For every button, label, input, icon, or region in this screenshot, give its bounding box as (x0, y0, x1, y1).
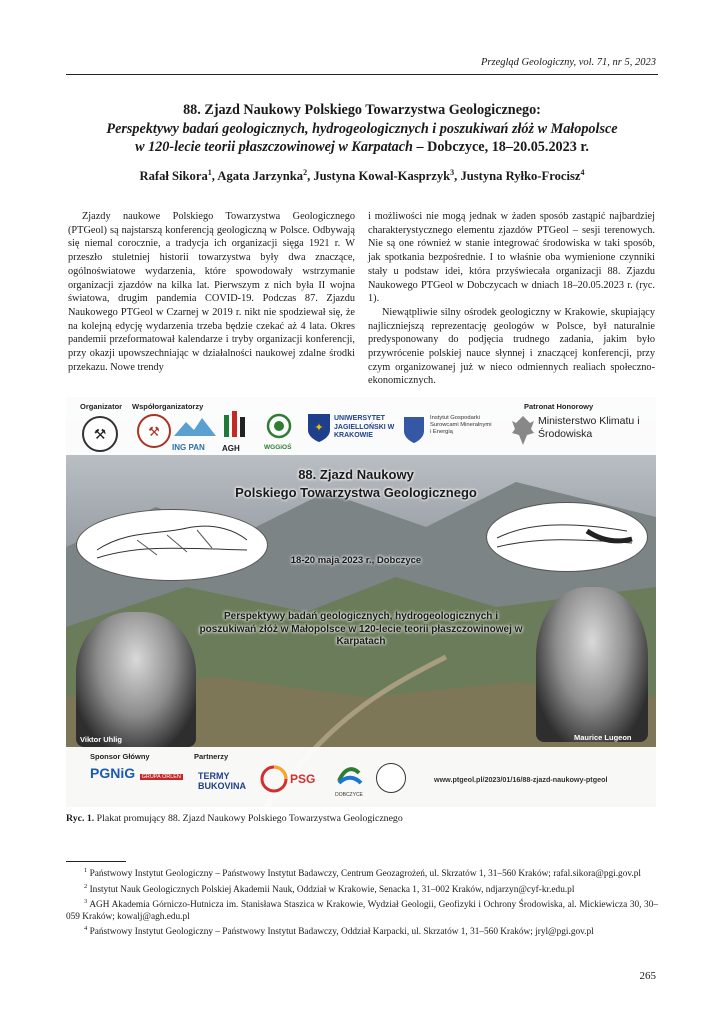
body-column-right (368, 210, 655, 388)
author-affiliation: 4 (580, 168, 585, 177)
geological-cross-section-icon (77, 510, 263, 576)
cross-section-bubble-right (486, 502, 648, 572)
body-paragraph: i możliwości nie mogą jednak w żaden sposób zastąpić najbardziej charakterystycznego elementu zjazdów PTGeol – sesji terenowych. Nie są one również w stanie integrować środowiska w taki sposób, jak spotkania bezpośrednie. I to właśnie oba wymienione czynniki stały u podstaw idei, która przyświecała organizacji 88. Zjazdu Naukowego PTGeol w Dobczycach w dniach 18–20.05.2023 r. (ryc. 1). (368, 211, 655, 305)
psg-wordmark: PSG (290, 772, 316, 786)
agh-label: AGH (222, 444, 240, 453)
header-rule (66, 74, 658, 75)
main-sponsor-label: Sponsor Główny (90, 752, 150, 761)
geological-cross-section-icon (487, 503, 643, 567)
title-line-3-plain: – Dobczyce, 18–20.05.2023 r. (412, 139, 589, 155)
footnote-text: Państwowy Instytut Geologiczny – Państwowy Instytut Badawczy, Oddział Karpacki, ul. Skrzatów 1, 31–560 Kraków; jryl@pgi.gov.pl (89, 927, 594, 938)
igsmie-label: Instytut Gospodarki Surowcami Mineralnymi i Energią (430, 415, 492, 435)
pgnig-logo (90, 765, 183, 783)
poster-date-place: 18-20 maja 2023 r., Dobczyce (290, 555, 422, 566)
pgnig-sub: GRUPA ORLEN (141, 774, 181, 780)
uj-crest-icon (306, 412, 332, 446)
footnote-text: AGH Akademia Górniczo-Hutnicza im. Stanisława Staszica w Krakowie, Wydział Geologii, Geofizyki i Ochrony Środowiska, al. Mickiewicza 30, 30–059 Kraków; kowalj@agh.edu.pl (66, 900, 659, 922)
ingpan-label: ING PAN (172, 443, 205, 452)
footnote-text: Państwowy Instytut Geologiczny – Państwowy Instytut Badawczy, Centrum Geozagrożeń, ul. Skrzatów 1, 31–560 Kraków; rafal.sikora@pgi.gov.pl (89, 869, 641, 880)
caption-text: Plakat promujący 88. Zjazd Naukowy Polskiego Towarzystwa Geologicznego (94, 813, 403, 824)
title-line-2: Perspektywy badań geologicznych, hydrogeologicznych i poszukiwań złóż w Małopolsce (106, 120, 618, 137)
wggios-label: WGGiOŚ (264, 444, 292, 451)
ministry-label: Ministerstwo Klimatu i Środowiska (538, 415, 640, 440)
footnote-number: 2 (84, 882, 88, 890)
ptgeol-logo (82, 416, 118, 452)
author-name: Justyna Ryłko-Frocisz (460, 169, 581, 184)
poster-heading-line-2: Polskiego Towarzystwa Geologicznego (235, 485, 477, 500)
footnote-3 (66, 896, 658, 923)
poster-heading-line-1: 88. Zjazd Naukowy (298, 467, 414, 482)
journal-header: Przegląd Geologiczny, vol. 71, nr 5, 2023 (481, 57, 656, 68)
wggios-logo (264, 413, 300, 453)
portrait-left-caption: Viktor Uhlig (80, 735, 122, 744)
footnote-1 (66, 865, 658, 881)
psg-logo (260, 765, 288, 798)
footnote-2 (66, 881, 658, 897)
dobczyce-logo (330, 763, 368, 798)
eagle-emblem-icon (510, 413, 536, 447)
title-line-3 (66, 138, 658, 157)
conference-poster-figure (66, 397, 656, 807)
footnote-number: 4 (84, 925, 88, 933)
uj-label: UNIWERSYTET JAGIELLOŃSKI W KRAKOWIE (334, 415, 395, 439)
author-affiliation: 1 (207, 168, 212, 177)
author-name: Agata Jarzynka (217, 169, 304, 184)
portrait-right-image (536, 587, 648, 742)
author-list: Rafał Sikora$^1$, Agata Jarzynka$^2$, Justyna Kowal-Kasprzyk$^3$, Justyna Ryłko-Frocisz$^4$ (139, 168, 585, 184)
poster-url: www.ptgeol.pl/2023/01/16/88-zjazd-naukowy-ptgeol (434, 775, 608, 784)
coorganizers-label: Współorganizatorzy (132, 402, 204, 411)
footnotes (66, 865, 658, 939)
svg-text:⚒: ⚒ (148, 424, 160, 439)
footnote-rule (66, 861, 126, 862)
termy-bukovina-logo: TERMY BUKOVINA (198, 771, 247, 791)
body-column-left: Zjazdy naukowe Polskiego Towarzystwa Geologicznego (PTGeol) są najstarszą konferencją geologiczną w Polsce. Odbywają się niemal corocznie, a tradycja ich organizacji sięga 1921 r. W przeszło stuletniej historii towarzystwa były dwa znaczące, ogólnoświatowe wydarzenia, które spowodowały wstrzymanie organizacji zjazdów na kilka lat. Pierwszym z nich była II wojna światowa, drugim pandemia COVID-19. Podczas 87. Zjazdu Naukowego PTGeol w Czarnej w 2019 r. nikt nie spodziewał się, że na kolejną edycję wydarzenia trzeba będzie czekać aż 4 lata. Okres pandemii przeformatował kalendarze i tryby organizacji konferencji, przy okazji upowszechniając w działalności naukowej zdalne środki przekazu. Nowe trendy (68, 211, 355, 373)
svg-text:⚒: ⚒ (93, 426, 107, 442)
footnote-number: 1 (84, 867, 88, 874)
igsmie-crest-icon (402, 415, 426, 445)
footnote-number: 3 (84, 898, 88, 906)
caption-label: Ryc. 1. (66, 813, 95, 824)
pig-logo (137, 414, 171, 448)
organizer-label: Organizator (80, 402, 123, 411)
title-line-1: 88. Zjazd Naukowy Polskiego Towarzystwa Geologicznego: (183, 102, 541, 118)
agh-logo (222, 411, 260, 453)
poster-subtitle: Perspektywy badań geologicznych, hydrogeologicznych i poszukiwań złóż w Małopolsce w 120-lecie teorii płaszczowinowej w Karpatach (199, 611, 523, 647)
footnote-4 (66, 923, 658, 939)
svg-text:✦: ✦ (314, 422, 324, 434)
ingpan-logo (172, 416, 218, 450)
partners-label: Partnerzy (194, 752, 229, 761)
pgnig-wordmark: PGNiG (90, 765, 136, 781)
footnote-text: Instytut Nauk Geologicznych Polskiej Akademii Nauk, Oddział w Krakowie, Senacka 1, 31–002 Kraków, ndjarzyn@cyf-kr.edu.pl (89, 884, 575, 895)
portrait-right-caption: Maurice Lugeon (574, 733, 632, 742)
body-paragraph: Niewątpliwie silny ośrodek geologiczny w Krakowie, skupiający najliczniejszą reprezentację geologów w Polsce, był naturalnie predysponowany do podjęcia trudnego zadania, jakim było przywrócenie polskiej nauce słynnej i znaczącej konferencji, przy czym organizowanej już w nieco odmiennych realiach społeczno-ekonomicznych. (368, 306, 655, 387)
author-name: Rafał Sikora (139, 169, 208, 184)
cross-section-bubble-left (76, 509, 268, 581)
article-title (66, 101, 658, 157)
author-affiliation: 3 (450, 168, 455, 177)
figure-caption (66, 813, 403, 824)
author-affiliation: 2 (303, 168, 308, 177)
partner-seal-icon (376, 763, 406, 793)
title-line-3-italic: w 120-lecie teorii płaszczowinowej w Karpatach (135, 139, 413, 155)
author-name: Justyna Kowal-Kasprzyk (313, 169, 451, 184)
page-number: 265 (639, 970, 656, 982)
portrait-left-image (76, 612, 196, 747)
dobczyce-label: DOBCZYCE (335, 792, 363, 798)
patronage-label: Patronat Honorowy (524, 402, 594, 411)
